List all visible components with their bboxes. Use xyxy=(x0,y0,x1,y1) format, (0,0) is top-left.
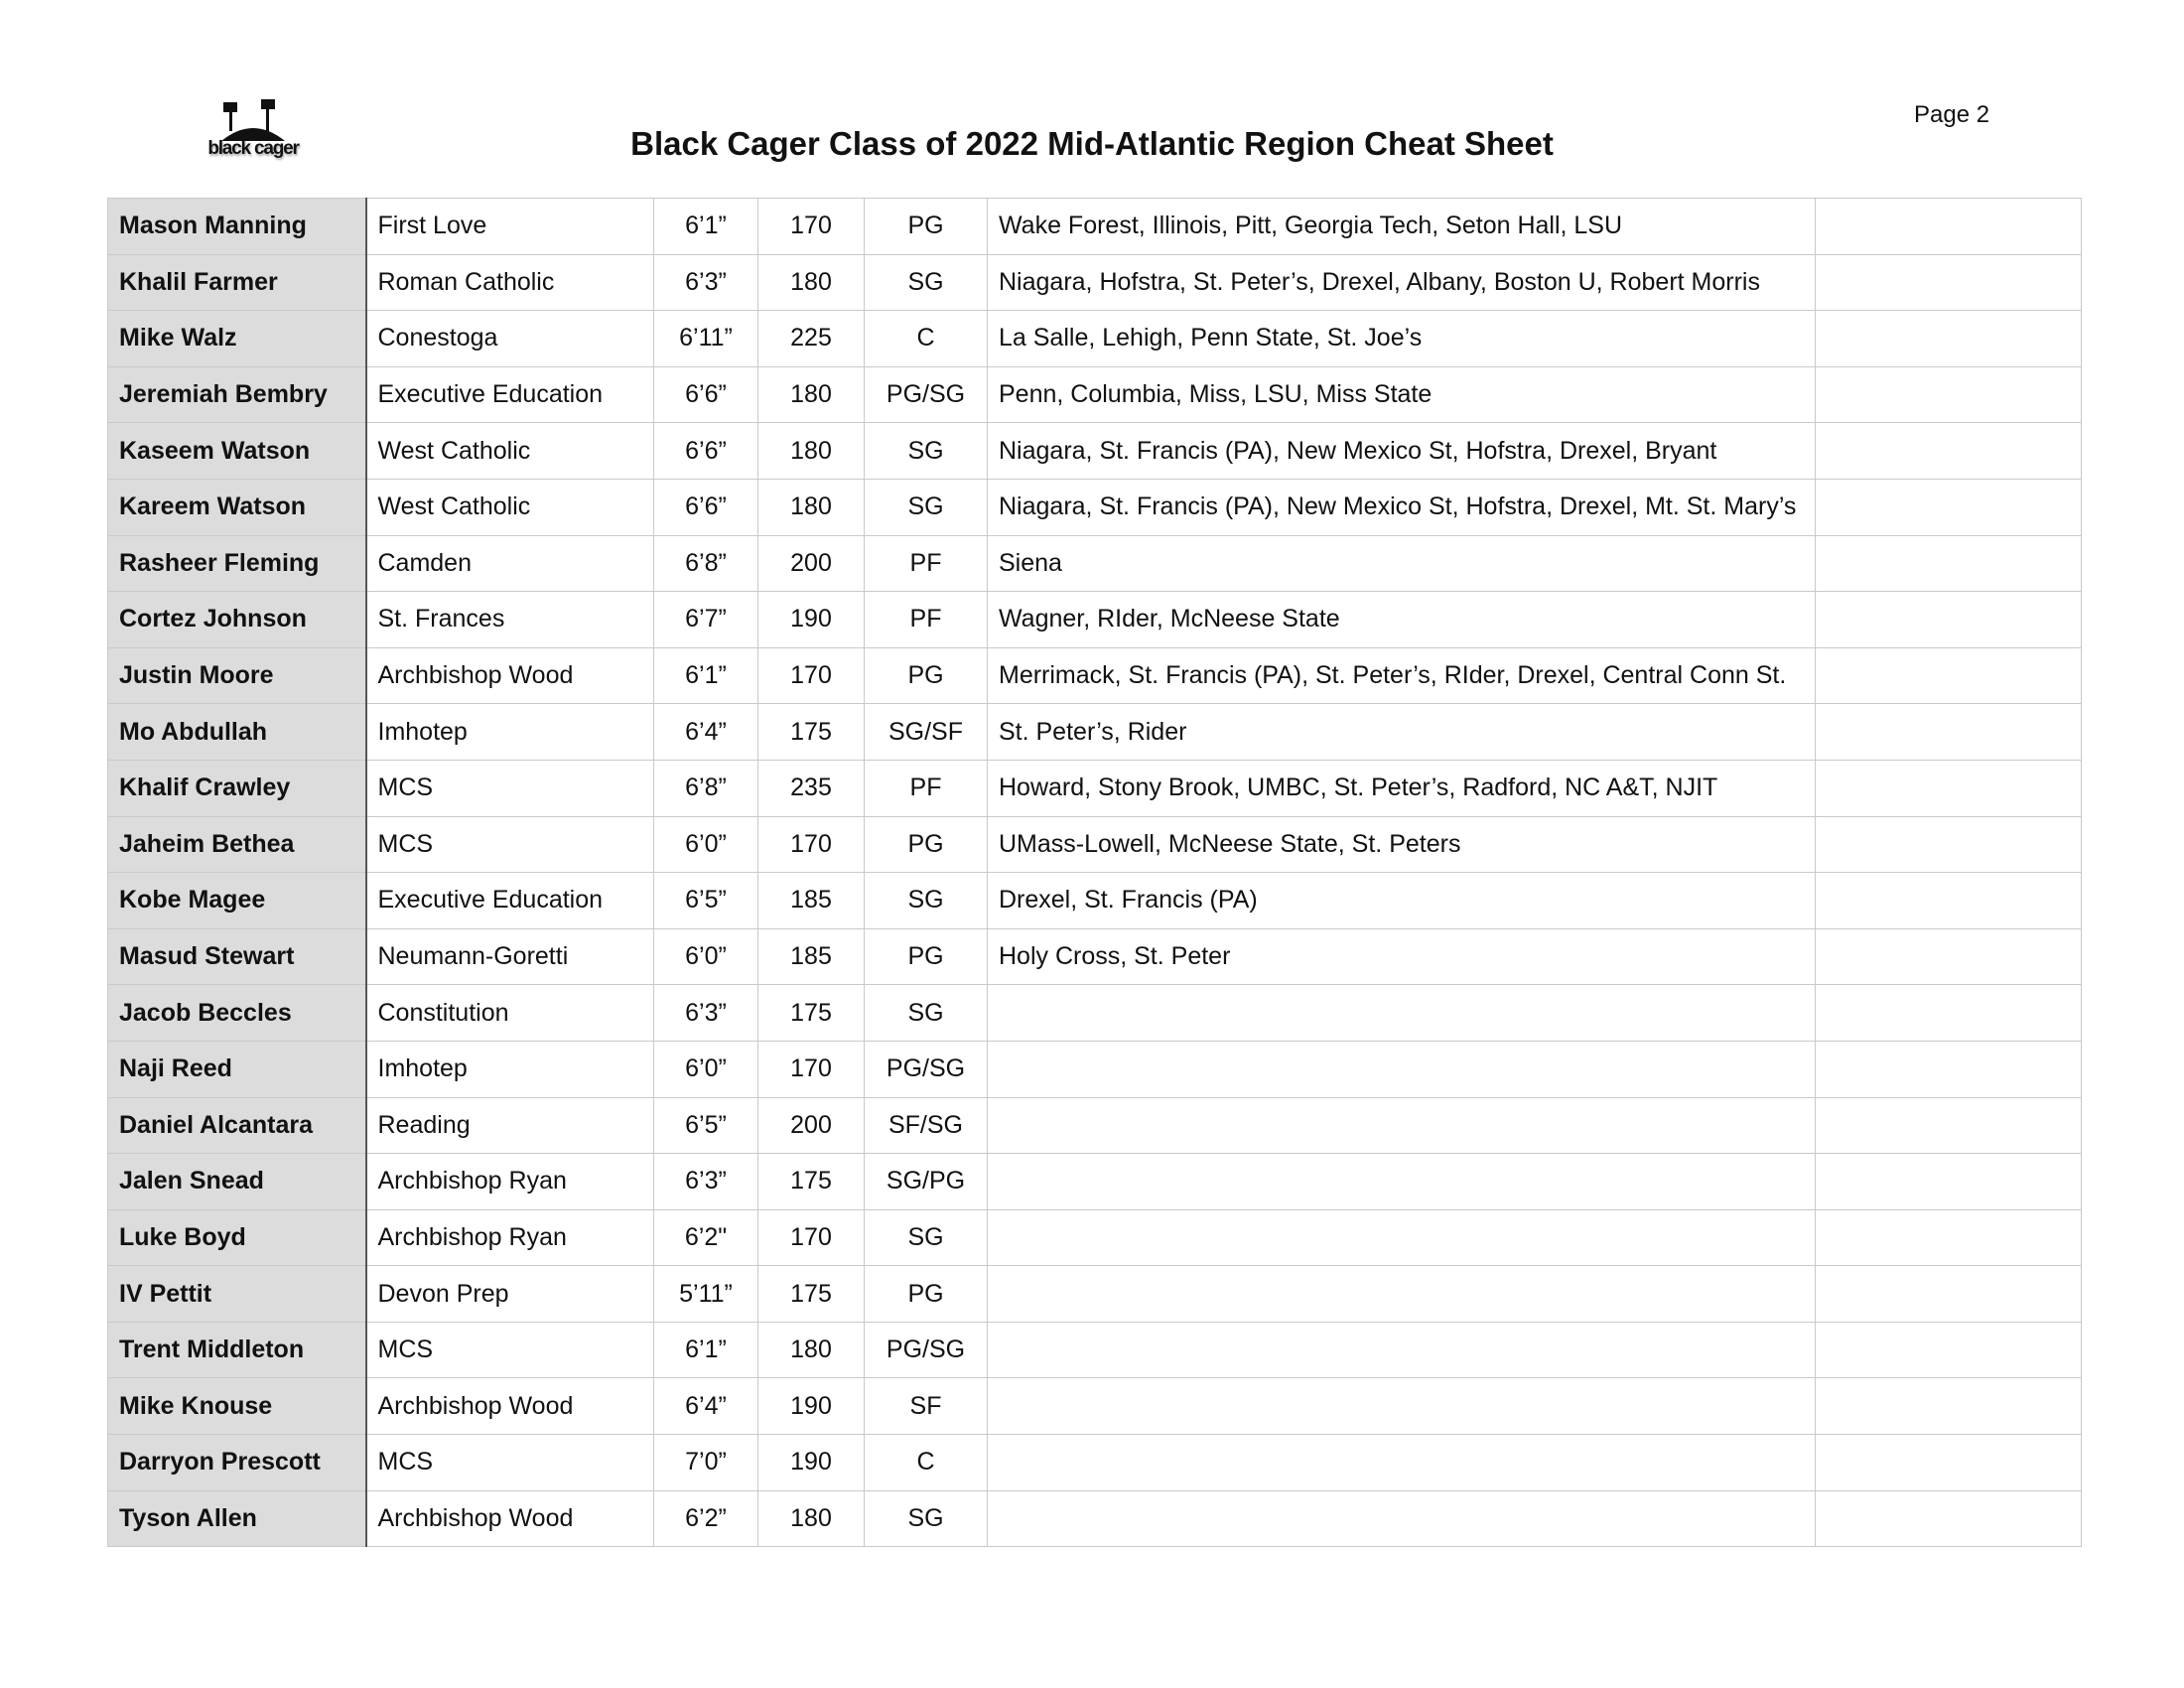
offers-cell: Drexel, St. Francis (PA) xyxy=(988,873,1816,929)
table-row xyxy=(108,985,2082,1042)
school-cell: Archbishop Wood xyxy=(366,647,654,704)
position-cell: SG/PG xyxy=(865,1154,988,1210)
school-cell: MCS xyxy=(366,1435,654,1491)
position-cell: SF xyxy=(865,1378,988,1435)
offers-cell xyxy=(988,1266,1816,1323)
player-name-cell: Tyson Allen xyxy=(108,1490,366,1547)
school-cell: Imhotep xyxy=(366,704,654,761)
height-cell: 6’0” xyxy=(654,928,758,985)
weight-cell: 175 xyxy=(758,704,865,761)
notes-cell xyxy=(1816,760,2082,816)
height-cell: 6’3” xyxy=(654,1154,758,1210)
offers-cell: Niagara, Hofstra, St. Peter’s, Drexel, Albany, Boston U, Robert Morris xyxy=(988,254,1816,311)
notes-cell xyxy=(1816,873,2082,929)
position-cell: SG xyxy=(865,254,988,311)
position-cell: SG xyxy=(865,423,988,480)
notes-cell xyxy=(1816,311,2082,367)
weight-cell: 170 xyxy=(758,1209,865,1266)
page-number: Page 2 xyxy=(1914,101,1990,128)
notes-cell xyxy=(1816,704,2082,761)
weight-cell: 180 xyxy=(758,1322,865,1378)
notes-cell xyxy=(1816,479,2082,535)
logo-text: black cager xyxy=(207,138,299,159)
offers-cell xyxy=(988,1209,1816,1266)
player-name-cell: Mike Walz xyxy=(108,311,366,367)
school-cell: MCS xyxy=(366,760,654,816)
position-cell: SG xyxy=(865,479,988,535)
table-row xyxy=(108,873,2082,929)
school-cell: Archbishop Wood xyxy=(366,1378,654,1435)
notes-cell xyxy=(1816,1154,2082,1210)
position-cell: SG xyxy=(865,873,988,929)
table-row xyxy=(108,1266,2082,1323)
height-cell: 6’1” xyxy=(654,1322,758,1378)
position-cell: C xyxy=(865,1435,988,1491)
height-cell: 6’4” xyxy=(654,704,758,761)
notes-cell xyxy=(1816,1209,2082,1266)
table-row xyxy=(108,1378,2082,1435)
player-name-cell: Rasheer Fleming xyxy=(108,535,366,592)
offers-cell xyxy=(988,1097,1816,1154)
position-cell: PG/SG xyxy=(865,1041,988,1097)
table-row xyxy=(108,592,2082,648)
player-name-cell: Darryon Prescott xyxy=(108,1435,366,1491)
offers-cell: Niagara, St. Francis (PA), New Mexico St, Hofstra, Drexel, Mt. St. Mary’s xyxy=(988,479,1816,535)
table-row xyxy=(108,1041,2082,1097)
player-name-cell: Mike Knouse xyxy=(108,1378,366,1435)
notes-cell xyxy=(1816,928,2082,985)
school-cell: Archbishop Ryan xyxy=(366,1209,654,1266)
weight-cell: 185 xyxy=(758,873,865,929)
offers-cell: Holy Cross, St. Peter xyxy=(988,928,1816,985)
height-cell: 6’2" xyxy=(654,1209,758,1266)
height-cell: 6’5” xyxy=(654,873,758,929)
table-row xyxy=(108,760,2082,816)
offers-cell xyxy=(988,1435,1816,1491)
school-cell: Imhotep xyxy=(366,1041,654,1097)
table-row xyxy=(108,1097,2082,1154)
school-cell: Roman Catholic xyxy=(366,254,654,311)
height-cell: 6’3” xyxy=(654,985,758,1042)
player-name-cell: Luke Boyd xyxy=(108,1209,366,1266)
school-cell: Reading xyxy=(366,1097,654,1154)
table-row xyxy=(108,1322,2082,1378)
offers-cell: Howard, Stony Brook, UMBC, St. Peter’s, Radford, NC A&T, NJIT xyxy=(988,760,1816,816)
table-row xyxy=(108,199,2082,255)
position-cell: PG xyxy=(865,816,988,873)
weight-cell: 170 xyxy=(758,1041,865,1097)
weight-cell: 190 xyxy=(758,592,865,648)
page-title: Black Cager Class of 2022 Mid-Atlantic Region Cheat Sheet xyxy=(630,125,1554,162)
notes-cell xyxy=(1816,592,2082,648)
position-cell: PF xyxy=(865,535,988,592)
offers-cell: St. Peter’s, Rider xyxy=(988,704,1816,761)
position-cell: PF xyxy=(865,592,988,648)
height-cell: 5’11” xyxy=(654,1266,758,1323)
weight-cell: 175 xyxy=(758,1266,865,1323)
height-cell: 6’6” xyxy=(654,423,758,480)
table-row xyxy=(108,254,2082,311)
player-name-cell: Kareem Watson xyxy=(108,479,366,535)
notes-cell xyxy=(1816,535,2082,592)
school-cell: Neumann-Goretti xyxy=(366,928,654,985)
player-name-cell: Masud Stewart xyxy=(108,928,366,985)
player-name-cell: Khalif Crawley xyxy=(108,760,366,816)
offers-cell: Wake Forest, Illinois, Pitt, Georgia Tech, Seton Hall, LSU xyxy=(988,199,1816,255)
offers-cell: Merrimack, St. Francis (PA), St. Peter’s, RIder, Drexel, Central Conn St. xyxy=(988,647,1816,704)
school-cell: St. Frances xyxy=(366,592,654,648)
position-cell: PG xyxy=(865,1266,988,1323)
notes-cell xyxy=(1816,1266,2082,1323)
school-cell: West Catholic xyxy=(366,479,654,535)
school-cell: MCS xyxy=(366,816,654,873)
position-cell: SG xyxy=(865,1490,988,1547)
position-cell: PG/SG xyxy=(865,1322,988,1378)
height-cell: 6’0” xyxy=(654,816,758,873)
weight-cell: 185 xyxy=(758,928,865,985)
weight-cell: 175 xyxy=(758,1154,865,1210)
player-name-cell: Khalil Farmer xyxy=(108,254,366,311)
weight-cell: 190 xyxy=(758,1435,865,1491)
height-cell: 6’2” xyxy=(654,1490,758,1547)
player-name-cell: Mason Manning xyxy=(108,199,366,255)
height-cell: 6’8” xyxy=(654,760,758,816)
table-row xyxy=(108,1490,2082,1547)
table-row xyxy=(108,928,2082,985)
height-cell: 6’0” xyxy=(654,1041,758,1097)
offers-cell: Wagner, RIder, McNeese State xyxy=(988,592,1816,648)
weight-cell: 180 xyxy=(758,479,865,535)
weight-cell: 180 xyxy=(758,366,865,423)
table-row xyxy=(108,816,2082,873)
notes-cell xyxy=(1816,254,2082,311)
position-cell: SG xyxy=(865,985,988,1042)
player-name-cell: Jaheim Bethea xyxy=(108,816,366,873)
table-row xyxy=(108,647,2082,704)
offers-cell: UMass-Lowell, McNeese State, St. Peters xyxy=(988,816,1816,873)
weight-cell: 190 xyxy=(758,1378,865,1435)
height-cell: 6’6” xyxy=(654,479,758,535)
table-row xyxy=(108,1435,2082,1491)
weight-cell: 170 xyxy=(758,816,865,873)
school-cell: Camden xyxy=(366,535,654,592)
notes-cell xyxy=(1816,647,2082,704)
position-cell: PG xyxy=(865,647,988,704)
weight-cell: 180 xyxy=(758,423,865,480)
player-name-cell: Cortez Johnson xyxy=(108,592,366,648)
player-name-cell: Justin Moore xyxy=(108,647,366,704)
offers-cell xyxy=(988,1154,1816,1210)
weight-cell: 200 xyxy=(758,1097,865,1154)
offers-cell: Siena xyxy=(988,535,1816,592)
notes-cell xyxy=(1816,423,2082,480)
notes-cell xyxy=(1816,1322,2082,1378)
position-cell: SF/SG xyxy=(865,1097,988,1154)
school-cell: Constitution xyxy=(366,985,654,1042)
player-name-cell: Naji Reed xyxy=(108,1041,366,1097)
school-cell: West Catholic xyxy=(366,423,654,480)
school-cell: MCS xyxy=(366,1322,654,1378)
player-name-cell: Daniel Alcantara xyxy=(108,1097,366,1154)
offers-cell: Niagara, St. Francis (PA), New Mexico St, Hofstra, Drexel, Bryant xyxy=(988,423,1816,480)
position-cell: C xyxy=(865,311,988,367)
height-cell: 6’4” xyxy=(654,1378,758,1435)
offers-cell: Penn, Columbia, Miss, LSU, Miss State xyxy=(988,366,1816,423)
position-cell: PF xyxy=(865,760,988,816)
school-cell: Archbishop Wood xyxy=(366,1490,654,1547)
height-cell: 6’8” xyxy=(654,535,758,592)
height-cell: 6’5” xyxy=(654,1097,758,1154)
school-cell: Executive Education xyxy=(366,366,654,423)
height-cell: 6’11” xyxy=(654,311,758,367)
player-name-cell: Trent Middleton xyxy=(108,1322,366,1378)
offers-cell xyxy=(988,1041,1816,1097)
offers-cell xyxy=(988,985,1816,1042)
table-row xyxy=(108,311,2082,367)
weight-cell: 170 xyxy=(758,199,865,255)
weight-cell: 180 xyxy=(758,1490,865,1547)
weight-cell: 175 xyxy=(758,985,865,1042)
school-cell: First Love xyxy=(366,199,654,255)
position-cell: PG/SG xyxy=(865,366,988,423)
table-row xyxy=(108,423,2082,480)
height-cell: 6’6” xyxy=(654,366,758,423)
notes-cell xyxy=(1816,1041,2082,1097)
player-table xyxy=(107,198,2082,1547)
offers-cell xyxy=(988,1322,1816,1378)
height-cell: 6’7” xyxy=(654,592,758,648)
offers-cell: La Salle, Lehigh, Penn State, St. Joe’s xyxy=(988,311,1816,367)
notes-cell xyxy=(1816,1490,2082,1547)
notes-cell xyxy=(1816,816,2082,873)
table-row xyxy=(108,366,2082,423)
notes-cell xyxy=(1816,985,2082,1042)
table-row xyxy=(108,1154,2082,1210)
offers-cell xyxy=(988,1490,1816,1547)
height-cell: 6’3” xyxy=(654,254,758,311)
notes-cell xyxy=(1816,366,2082,423)
height-cell: 6’1” xyxy=(654,647,758,704)
table-row xyxy=(108,704,2082,761)
player-name-cell: Jalen Snead xyxy=(108,1154,366,1210)
position-cell: SG xyxy=(865,1209,988,1266)
notes-cell xyxy=(1816,199,2082,255)
table-row xyxy=(108,1209,2082,1266)
player-name-cell: Jeremiah Bembry xyxy=(108,366,366,423)
position-cell: PG xyxy=(865,199,988,255)
notes-cell xyxy=(1816,1435,2082,1491)
notes-cell xyxy=(1816,1378,2082,1435)
offers-cell xyxy=(988,1378,1816,1435)
position-cell: PG xyxy=(865,928,988,985)
table-row xyxy=(108,535,2082,592)
school-cell: Executive Education xyxy=(366,873,654,929)
weight-cell: 225 xyxy=(758,311,865,367)
weight-cell: 200 xyxy=(758,535,865,592)
player-name-cell: Jacob Beccles xyxy=(108,985,366,1042)
weight-cell: 235 xyxy=(758,760,865,816)
notes-cell xyxy=(1816,1097,2082,1154)
player-name-cell: IV Pettit xyxy=(108,1266,366,1323)
player-name-cell: Kaseem Watson xyxy=(108,423,366,480)
height-cell: 7’0” xyxy=(654,1435,758,1491)
weight-cell: 170 xyxy=(758,647,865,704)
player-name-cell: Kobe Magee xyxy=(108,873,366,929)
player-name-cell: Mo Abdullah xyxy=(108,704,366,761)
height-cell: 6’1” xyxy=(654,199,758,255)
school-cell: Archbishop Ryan xyxy=(366,1154,654,1210)
school-cell: Conestoga xyxy=(366,311,654,367)
position-cell: SG/SF xyxy=(865,704,988,761)
weight-cell: 180 xyxy=(758,254,865,311)
school-cell: Devon Prep xyxy=(366,1266,654,1323)
table-row xyxy=(108,479,2082,535)
